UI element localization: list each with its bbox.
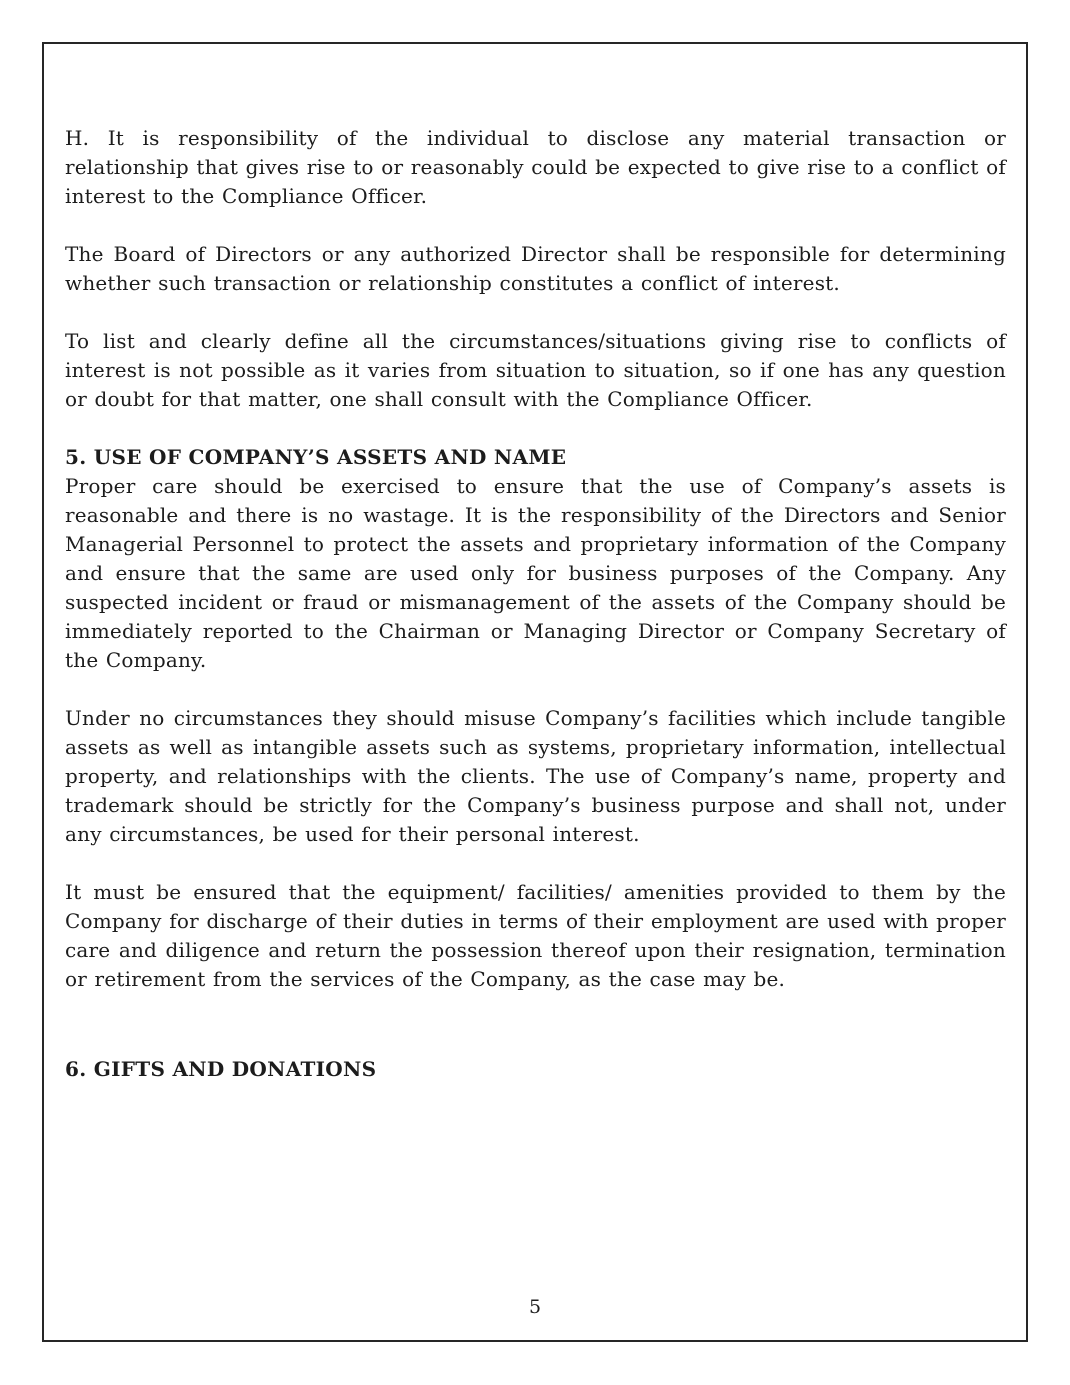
paragraph-misuse-facilities: Under no circumstances they should misuse Company’s facilities which include tangible assets as well as intangible assets such as systems, proprietary information, intellectual property, and relationships with the clients. The use of Company’s name, property and trademark should be strictly for the Company’s business purpose and shall not, under any circumstances, be used for their personal interest. xyxy=(65,706,1006,846)
paragraph-board-responsibility: The Board of Directors or any authorized Director shall be responsible for determining whether such transaction or relationship constitutes a conflict of interest. xyxy=(65,242,1006,295)
section-heading-gifts-donations: 6. GIFTS AND DONATIONS xyxy=(65,1057,377,1081)
page-number: 5 xyxy=(528,1296,542,1318)
paragraph-equipment-care: It must be ensured that the equipment/ facilities/ amenities provided to them by the Company for discharge of their duties in terms of their employment are used with proper care and diligence and return the possession thereof upon their resignation, termination or retirement from the services of the Company, as the case may be. xyxy=(65,880,1006,991)
section-heading-use-of-company-assets: 5. USE OF COMPANY’S ASSETS AND NAME xyxy=(65,445,567,469)
page-border-frame xyxy=(42,42,1028,1342)
paragraph-conflict-disclosure: H. It is responsibility of the individual to disclose any material transaction or relationship that gives rise to or reasonably could be expected to give rise to a conflict of interest to the Compliance Officer. xyxy=(65,126,1006,208)
paragraph-proper-care: Proper care should be exercised to ensure that the use of Company’s assets is reasonable and there is no wastage. It is the responsibility of the Directors and Senior Managerial Personnel to protect the assets and proprietary information of the Company and ensure that the same are used only for business purposes of the Company. Any suspected incident or fraud or mismanagement of the assets of the Company should be immediately reported to the Chairman or Managing Director or Company Secretary of the Company. xyxy=(65,474,1006,672)
page-content xyxy=(44,44,1026,1084)
paragraph-circumstances-consult: To list and clearly define all the circumstances/situations giving rise to conflicts of interest is not possible as it varies from situation to situation, so if one has any question or doubt for that matter, one shall consult with the Compliance Officer. xyxy=(65,329,1006,411)
